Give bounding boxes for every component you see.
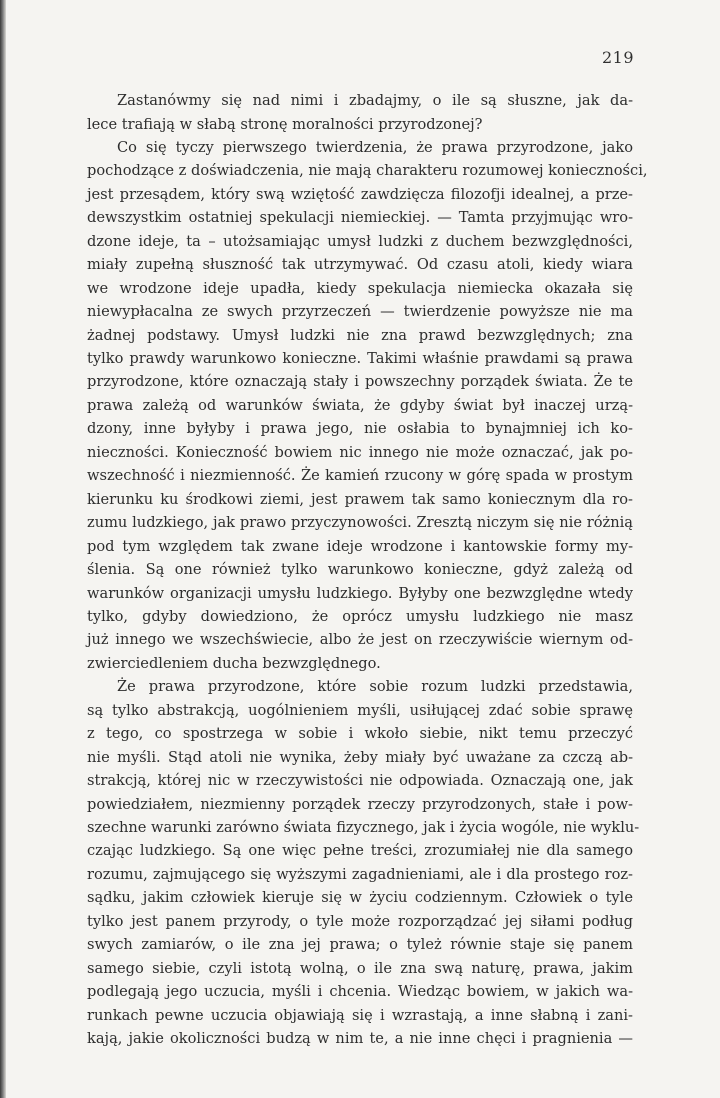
text-line: Zastanówmy się nad nimi i zbadajmy, o ile są słuszne, jak da- (117, 92, 633, 109)
text-line: runkach pewne uczucia objawiają się i wzrastają, a inne słabną i zani- (87, 1006, 633, 1024)
text-line: samego siebie, czyli istotą wolną, o ile zna swą naturę, prawa, jakim (87, 959, 633, 977)
text-line: strakcją, której nic w rzeczywistości nie odpowiada. Oznaczają one, jak (87, 772, 633, 789)
text-line: dzony, inne byłyby i prawa jego, nie osłabia to bynajmniej ich ko- (87, 420, 633, 438)
text-line: wszechność i niezmienność. Że kamień rzucony w górę spada w prostym (87, 467, 633, 485)
text-line: pochodzące z doświadczenia, nie mają charakteru rozumowej konieczności, (87, 162, 648, 180)
text-line: we wrodzone ideje upadła, kiedy spekulacja niemiecka okazała się (87, 279, 633, 297)
text-line: swych zamiarów, o ile zna jej prawa; o tyleż równie staje się panem (87, 936, 633, 954)
text-line: już innego we wszechświecie, albo że jest on rzeczywiście wiernym od- (87, 631, 633, 649)
text-line: warunków organizacji umysłu ludzkiego. Byłyby one bezwzględne wtedy (87, 584, 633, 602)
text-line: szechne warunki zarówno świata fizycznego, jak i życia wogóle, nie wyklu- (87, 818, 640, 836)
text-line: Co się tyczy pierwszego twierdzenia, że prawa przyrodzone, jako (117, 138, 633, 156)
text-line: tylko prawdy warunkowo konieczne. Takimi właśnie prawdami są prawa (87, 349, 633, 367)
text-line: zumu ludzkiego, jak prawo przyczynowości. Zresztą niczym się nie różnią (87, 514, 633, 532)
text-line: rozumu, zajmującego się wyższymi zagadnieniami, ale i dla prostego roz- (87, 865, 633, 883)
text-line: sądku, jakim człowiek kieruje się w życiu codziennym. Człowiek o tyle (87, 889, 633, 907)
text-line: miały zupełną słuszność tak utrzymywać. Od czasu atoli, kiedy wiara (87, 256, 633, 274)
text-line: nie myśli. Stąd atoli nie wynika, żeby miały być uważane za czczą ab- (87, 748, 633, 766)
text-line: kają, jakie okoliczności budzą w nim te, a nie inne chęci i pragnienia — (87, 1030, 633, 1047)
text-line: niewypłacalna ze swych przyrzeczeń — twierdzenie powyższe nie ma (87, 303, 633, 320)
text-line: pod tym względem tak zwane ideje wrodzone i kantowskie formy my- (87, 537, 633, 555)
text-line: z tego, co spostrzega w sobie i wkoło siebie, nikt temu przeczyć (87, 725, 633, 743)
text-line: prawa zależą od warunków świata, że gdyby świat był inaczej urzą- (87, 396, 633, 414)
text-line: czając ludzkiego. Są one więc pełne treści, zrozumiałej nie dla samego (87, 842, 633, 860)
text-line: Że prawa przyrodzone, które sobie rozum ludzki przedstawia, (117, 678, 633, 696)
text-line: dzone ideje, ta – utożsamiając umysł ludzki z duchem bezwzględności, (87, 232, 633, 250)
text-line: ślenia. Są one również tylko warunkowo konieczne, gdyż zależą od (87, 561, 633, 578)
text-line: nieczności. Konieczność bowiem nic innego nie może oznaczać, jak po- (87, 443, 633, 461)
text-line: są tylko abstrakcją, uogólnieniem myśli, usiłującej zdać sobie sprawę (87, 701, 633, 719)
text-line: jest przesądem, który swą wziętość zawdzięcza filozofji idealnej, a prze- (87, 185, 633, 203)
text-line: żadnej podstawy. Umysł ludzki nie zna prawd bezwzględnych; zna (87, 326, 633, 344)
text-line: dewszystkim ostatniej spekulacji niemieckiej. — Tamta przyjmując wro- (87, 209, 633, 227)
text-line: podlegają jego uczucia, myśli i chcenia. Wiedząc bowiem, w jakich wa- (87, 983, 633, 1001)
book-spine-shadow (0, 0, 6, 1098)
text-line: lece trafiają w słabą stronę moralności przyrodzonej? (87, 115, 483, 133)
text-line: przyrodzone, które oznaczają stały i powszechny porządek świata. Że te (87, 373, 633, 391)
text-line: powiedziałem, niezmienny porządek rzeczy przyrodzonych, stałe i pow- (87, 795, 633, 813)
text-line: zwierciedleniem ducha bezwzględnego. (87, 654, 381, 672)
text-line: tylko jest panem przyrody, o tyle może rozporządzać jej siłami podług (87, 912, 633, 930)
page-number: 219 (601, 48, 634, 67)
text-line: kierunku ku środkowi ziemi, jest prawem tak samo koniecznym dla ro- (87, 490, 633, 508)
text-line: tylko, gdyby dowiedziono, że oprócz umysłu ludzkiego nie masz (87, 607, 633, 625)
